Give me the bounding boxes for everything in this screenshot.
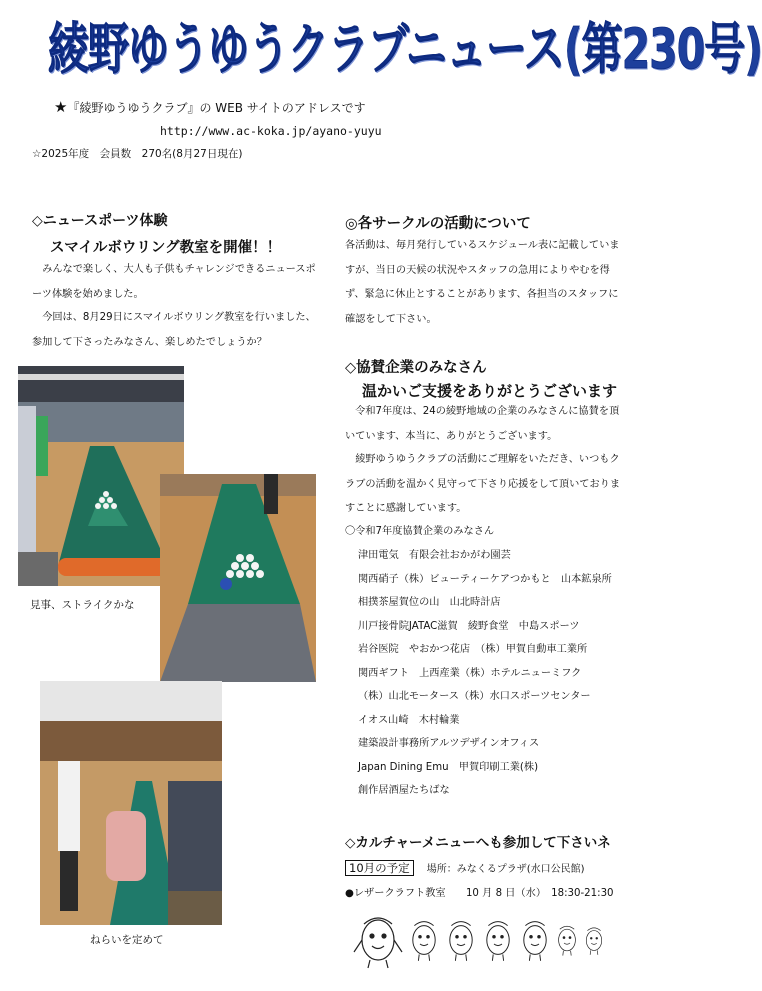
sponsor-list (358, 544, 612, 803)
sponsor-text-1: 令和7年度は、24の綾野地域の企業のみなさんに協賛を頂いています、本当に、ありがとうございます。 (345, 406, 620, 442)
bowling-heading: スマイルボウリング教室を開催！！ (50, 240, 282, 256)
newsletter-title: 綾野ゆうゆうクラブニュース(第230号) (48, 16, 762, 82)
photo-caption-2: ねらいを定めて (90, 934, 164, 946)
sponsor-heading: ◇協賛企業のみなさん (345, 360, 487, 376)
mascot-illustration (350, 906, 616, 970)
bowling-photo-2 (160, 474, 316, 682)
sponsor-item: 相撲茶屋賀位の山 山北時計店 (358, 597, 501, 608)
web-note (54, 98, 366, 116)
member-count: ☆2025年度 会員数 270名(8月27日現在) (32, 148, 243, 160)
sponsor-item: 建築設計事務所アルツデザインオフィス (358, 738, 540, 749)
web-note-text: 『綾野ゆうゆうクラブ』の WEB サイトのアドレスです (67, 101, 366, 115)
bowling-paragraph-1: みんなで楽しく、大人も子供もチャレンジできるニュースポーツ体験を始めました。 (32, 264, 316, 300)
star-icon: ★ (54, 98, 68, 116)
photo-caption-1: 見事、ストライクかな (30, 599, 135, 611)
sponsor-item: 津田電気 有限会社おかがわ園芸 (358, 550, 511, 561)
sponsor-list-title: 〇令和7年度協賛企業のみなさん (345, 526, 495, 537)
circle-activities-heading: ◎各サークルの活動について (345, 216, 531, 232)
culture-menu-heading: ◇カルチャーメニューへも参加して下さいネ (345, 835, 611, 851)
schedule-row (345, 857, 585, 876)
sponsor-item: 関西硝子（株）ビューティーケアつかもと 山本鉱泉所 (358, 573, 612, 585)
sponsor-item: イオス山崎 木村輪業 (358, 714, 460, 726)
schedule-badge: 10月の予定 (345, 860, 414, 876)
circle-activities-text: 各活動は、毎月発行しているスケジュール表に記載していますが、当日の天候の状況やスタッフの急用によりやむを得ず、緊急に休止とすることがあります、各担当のスタッフに確認をして下さい。 (345, 240, 620, 325)
bowling-photo-3 (40, 681, 222, 925)
sponsor-item: 川戸接骨院JATAC滋賀 綾野食堂 中島スポーツ (358, 620, 580, 632)
sponsor-item: Japan Dining Emu 甲賀印刷工業(株) (358, 761, 539, 773)
website-url[interactable]: http://www.ac-koka.jp/ayano-yuyu (160, 124, 382, 138)
sponsor-item: 関西ギフト 上西産業（株）ホテルニューミフク (358, 667, 582, 679)
sponsor-item: 岩谷医院 やおかつ花店 （株）甲賀自動車工業所 (358, 644, 588, 655)
schedule-place: 場所：みなくるプラザ(水口公民館) (426, 864, 585, 875)
sponsor-thanks-heading: 温かいご支援をありがとうございます (362, 382, 618, 400)
news-sports-heading: ◇ニュースポーツ体験 (32, 213, 168, 229)
bowling-paragraph-2: 今回は、8月29日にスマイルボウリング教室を行いました、参加して下さったみなさん、楽しめたでしょうか？ (32, 312, 316, 348)
sponsor-item: 創作居酒屋たちばな (358, 785, 450, 796)
sponsor-item: （株）山北モータース（株）水口スポーツセンター (358, 691, 591, 702)
event-leathercraft: ●レザークラフト教室 10 月 8 日（水） 18:30-21:30 (345, 888, 614, 899)
sponsor-text-2: 綾野ゆうゆうクラブの活動にご理解をいただき、いつもクラブの活動を温かく見守って下さり応援をして頂いておりますことに感謝しています。 (345, 454, 621, 514)
